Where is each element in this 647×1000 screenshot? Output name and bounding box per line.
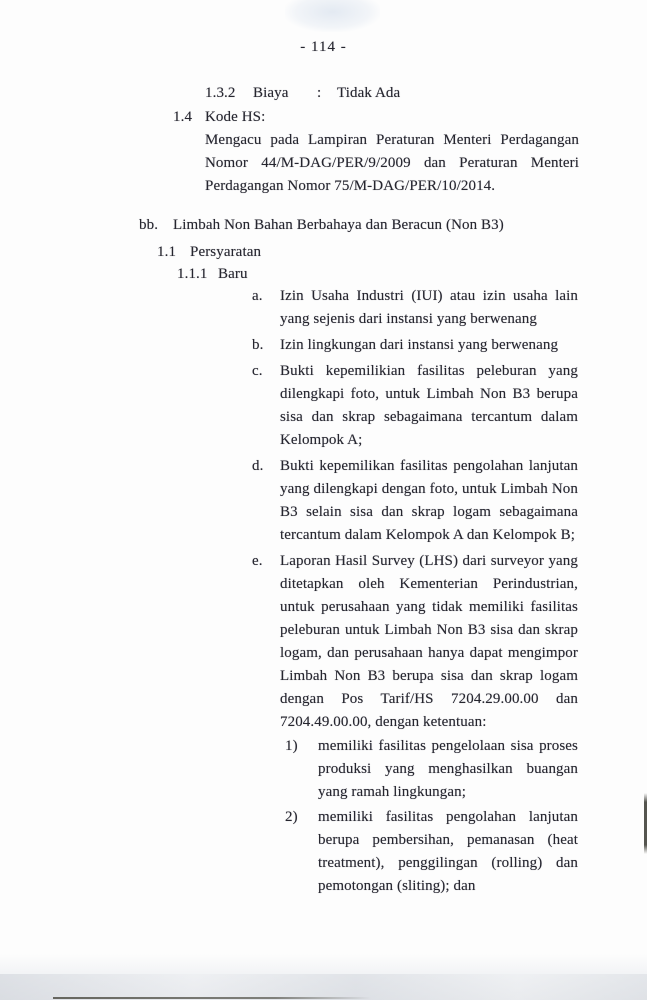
sublist-item-marker: 1) (285, 738, 298, 754)
list-item-text: Bukti kepemilikian fasilitas peleburan yang dilengkapi foto, untuk Limbah Non B3 berupa sisa dan skrap sebagaimana tercantum dalam Kelompok A; (280, 363, 578, 448)
subsection-title: Baru (218, 266, 248, 282)
list-item-b (252, 334, 578, 357)
sublist-item-marker: 2) (285, 809, 298, 825)
list-item-marker: b. (252, 337, 264, 353)
section-title: Limbah Non Bahan Berbahaya dan Beracun (Non B3) (173, 217, 504, 233)
list-item-marker: c. (252, 363, 263, 379)
clause-number: 1.3.2 (205, 85, 236, 101)
clause-1-3-2 (205, 82, 400, 105)
list-item-marker: e. (252, 553, 263, 569)
section-bb-heading (139, 214, 504, 237)
list-item-text: Izin lingkungan dari instansi yang berwenang (280, 337, 559, 353)
requirement-list (252, 285, 578, 903)
clause-value: Tidak Ada (337, 85, 401, 101)
list-item-text: Laporan Hasil Survey (LHS) dari surveyor yang ditetapkan oleh Kementerian Perindustrian, untuk perusahaan yang tidak memiliki fasilitas peleburan untuk Limbah Non B3 sisa dan skrap logam, dan perusahaan hanya dapat mengimpor Limbah Non B3 berupa sisa dan skrap logam dengan Pos Tarif/HS 7204.29.00.00 dan 7204.49.00.00, dengan ketentuan: (280, 553, 578, 730)
list-item-a (252, 285, 578, 331)
scan-smudge-artifact (285, 0, 380, 32)
list-item-marker: d. (252, 458, 264, 474)
clause-label: Biaya (253, 85, 289, 101)
page-number: - 114 - (300, 39, 347, 55)
clause-1-4 (173, 106, 265, 129)
subsection-1-1 (157, 241, 261, 264)
sublist-item-2 (285, 806, 578, 898)
clause-1-4-body: Mengacu pada Lampiran Peraturan Menteri Perdagangan Nomor 44/M-DAG/PER/9/2009 dan Peraturan Menteri Perdagangan Nomor 75/M-DAG/PER/10/2014. (205, 132, 579, 194)
scan-bottom-line-artifact (53, 997, 371, 999)
clause-number: 1.4 (173, 109, 193, 125)
subsection-1-1-1 (177, 263, 248, 286)
scan-bottom-mottle-artifact (0, 974, 647, 1000)
scan-bottom-band-artifact (0, 954, 647, 1000)
clause-label: Kode HS: (205, 109, 266, 125)
list-item-text: Bukti kepemilikan fasilitas pengolahan lanjutan yang dilengkapi dengan foto, untuk Limbah Non B3 selain sisa dan skrap logam sebagaimana tercantum dalam Kelompok A dan Kelompok B; (280, 458, 578, 543)
sublist-item-1 (285, 735, 578, 804)
clause-colon: : (317, 85, 322, 101)
condition-sublist (285, 735, 578, 898)
section-marker: bb. (139, 217, 159, 233)
list-item-c (252, 360, 578, 452)
list-item-d (252, 455, 578, 547)
list-item-e-content (280, 550, 578, 900)
subsection-title: Persyaratan (190, 244, 262, 260)
list-item-e (252, 550, 578, 900)
subsection-number: 1.1.1 (177, 266, 208, 282)
sublist-item-text: memiliki fasilitas pengelolaan sisa proses produksi yang menghasilkan buangan yang ramah lingkungan; (318, 738, 578, 800)
list-item-marker: a. (252, 288, 263, 304)
subsection-number: 1.1 (157, 244, 177, 260)
sublist-item-text: memiliki fasilitas pengolahan lanjutan berupa pembersihan, pemanasan (heat treatment), penggilingan (rolling) dan pemotongan (sliting); dan (318, 809, 578, 894)
list-item-text: Izin Usaha Industri (IUI) atau izin usaha lain yang sejenis dari instansi yang berwenang (280, 288, 578, 327)
